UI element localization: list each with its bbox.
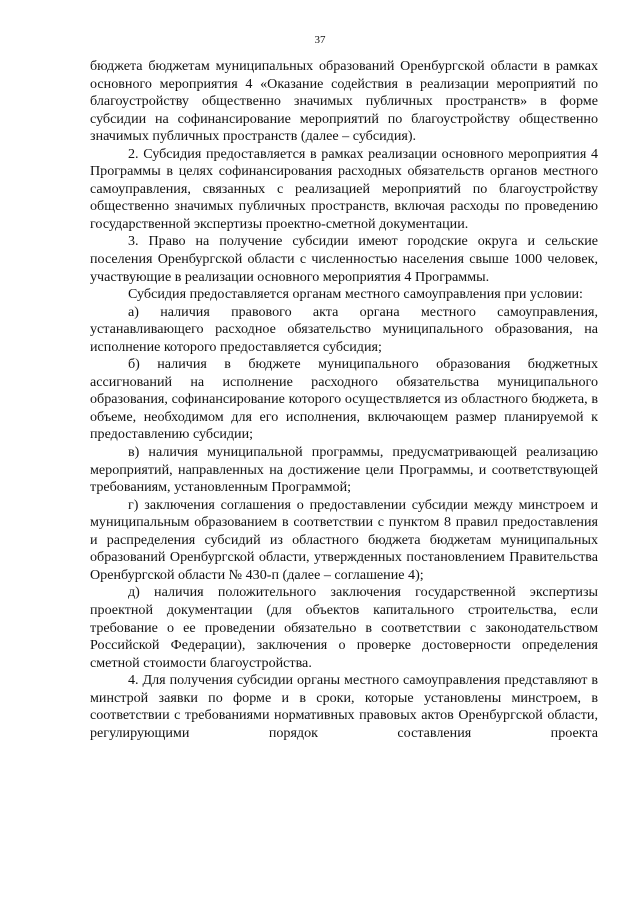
paragraph-condition-d: д) наличия положительного заключения государственной экспертизы проектной документации (для объектов капитального строительства, если требование о ее проведении обязательно в соответствии с законодательством Российской Федерации), заключения о проверке достоверности определения сметной стоимости благоустройства. <box>90 584 598 671</box>
paragraph-conditions-intro: Субсидия предоставляется органам местного самоуправления при условии: <box>128 286 583 303</box>
paragraph-continuation: бюджета бюджетам муниципальных образований Оренбургской области в рамках основного мероприятия 4 «Оказание содействия в реализации мероприятий по благоустройству общественно значимых публичных пространств» в форме субсидии на софинансирование мероприятий по благоустройству общественно значимых публичных пространств (далее – субсидия). <box>90 58 598 145</box>
paragraph-item-2: 2. Субсидия предоставляется в рамках реализации основного мероприятия 4 Программы в целях софинансирования расходных обязательств органов местного самоуправления, связанных с реализацией мероприятий по благоустройству общественно значимых публичных пространств, включая расходы по проведению государственной экспертизы проектно-сметной документации. <box>90 145 598 232</box>
paragraph-condition-b: б) наличия в бюджете муниципального образования бюджетных ассигнований на исполнение расходного обязательства муниципального образования, софинансирование которого осуществляется из областного бюджета, в объеме, необходимом для его исполнения, включающем размер планируемой к предоставлению субсидии; <box>90 356 598 443</box>
paragraph-condition-g: г) заключения соглашения о предоставлении субсидии между минстроем и муниципальным образованием в соответствии с пунктом 8 правил предоставления и распределения субсидий из областного бюджета бюджетам муниципальных образований Оренбургской области, утвержденных постановлением Правительства Оренбургской области № 430-п (далее – соглашение 4); <box>90 496 598 583</box>
paragraph-item-3: 3. Право на получение субсидии имеют городские округа и сельские поселения Оренбургской области с численностью населения свыше 1000 человек, участвующие в реализации основного мероприятия 4 Программы. <box>90 233 598 285</box>
paragraph-condition-v: в) наличия муниципальной программы, предусматривающей реализацию мероприятий, направленных на достижение цели Программы, и соответствующей требованиям, установленным Программой; <box>90 444 598 496</box>
paragraph-item-4: 4. Для получения субсидии органы местного самоуправления представляют в минстрой заявки по форме и в сроки, которые установлены минстроем, в соответствии с требованиями нормативных правовых актов Оренбургской области, регулирующими порядок составления проекта <box>90 672 598 741</box>
page-number: 37 <box>314 34 326 46</box>
document-body <box>90 58 598 742</box>
paragraph-condition-a: а) наличия правового акта органа местного самоуправления, устанавливающего расходное обязательство муниципального образования, на исполнение которого предоставляется субсидия; <box>90 303 598 355</box>
